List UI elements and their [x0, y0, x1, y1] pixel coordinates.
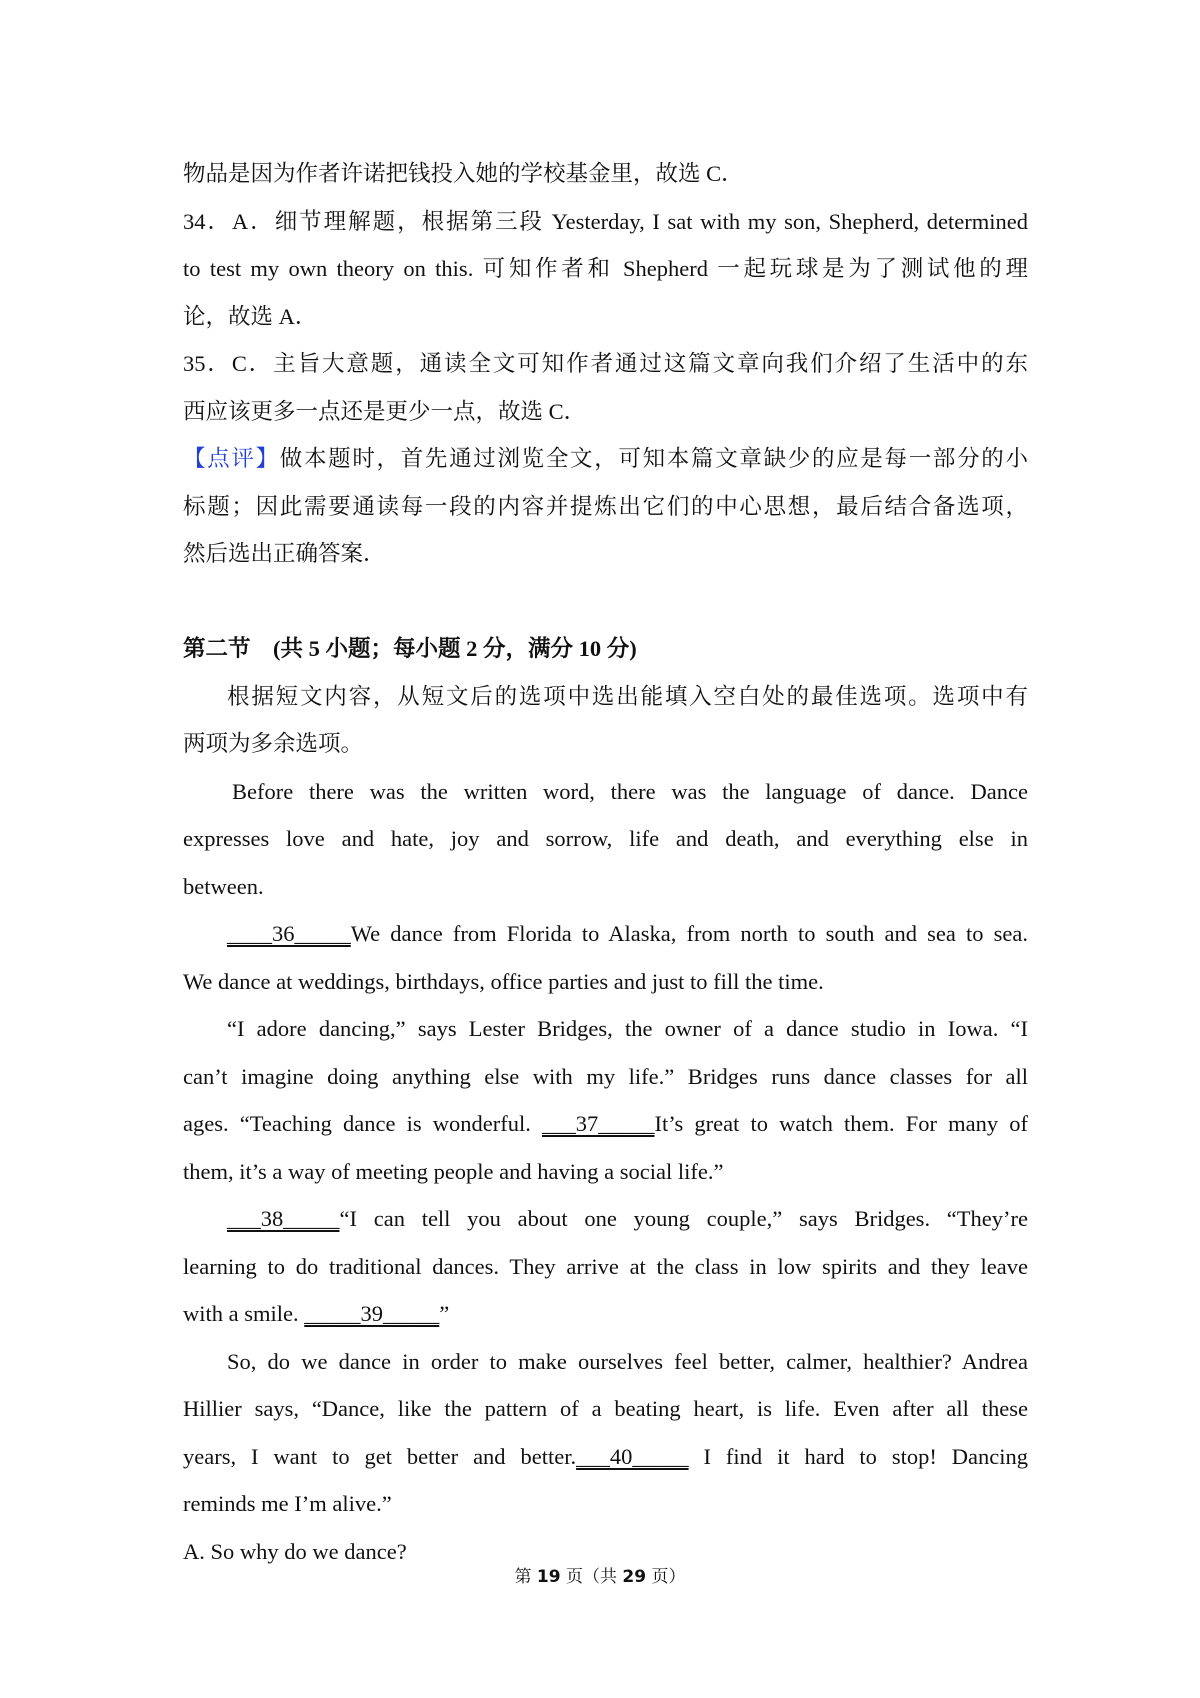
blank-38: ___38_____ [227, 1206, 340, 1231]
comment-text: 做本题时，首先通过浏览全文，可知本篇文章缺少的应是每一部分的小 [279, 446, 1028, 471]
passage-line: them, it’s a way of meeting people and having a social life.” [183, 1158, 724, 1184]
text-line: 然后选出正确答案． [183, 541, 386, 566]
answer-34-line: 34．A．细节理解题，根据第三段 Yesterday, I sat with my son, Shepherd, determined [183, 208, 1028, 234]
total-pages: 29 [622, 1567, 647, 1587]
blank-39: _____39_____ [304, 1301, 440, 1326]
passage-line: Hillier says, “Dance, like the pattern of a beating heart, is life. Even after all these [183, 1396, 1028, 1421]
instruction-line: 根据短文内容，从短文后的选项中选出能填入空白处的最佳选项。选项中有 [227, 683, 1028, 709]
page-number: 19 [536, 1567, 561, 1587]
blank-37: ___37_____ [541, 1111, 655, 1136]
passage-line: years, I want to get better and better.___40_____ I find it hard to stop! Dancing [183, 1443, 1028, 1469]
passage-line: learning to do traditional dances. They arrive at the class in low spirits and they leave [183, 1253, 1028, 1279]
text-line: to test my own theory on this. 可知作者和 Shepherd 一起玩球是为了测试他的理 [183, 256, 1028, 281]
passage-line: with a smile. _____39_____” [183, 1301, 450, 1326]
comment-label: 【点评】 [183, 446, 280, 471]
text-line: 论，故选 A． [183, 303, 318, 329]
passage-line: “I adore dancing,” says Lester Bridges, the owner of a dance studio in Iowa. “I [227, 1016, 1028, 1041]
section-heading: 第二节 (共 5 小题；每小题 2 分，满分 10 分) [183, 636, 637, 661]
text-line: 西应该更多一点还是更少一点，故选 C． [183, 398, 587, 424]
text-line: 物品是因为作者许诺把钱投入她的学校基金里，故选 C． [183, 161, 744, 186]
passage-line: ___38_____“I can tell you about one young couple,” says Bridges. “They’re [227, 1206, 1028, 1231]
passage-line: Before there was the written word, there was the language of dance. Dance [232, 778, 1028, 804]
blank-36: ____36_____ [227, 921, 351, 946]
text-line: 标题；因此需要通读每一段的内容并提炼出它们的中心思想，最后结合备选项， [183, 493, 1028, 519]
comment-line [183, 435, 1028, 483]
passage-line: reminds me I’m alive.” [183, 1491, 392, 1516]
instruction-line: 两项为多余选项。 [183, 731, 364, 756]
passage-line: expresses love and hate, joy and sorrow, life and death, and everything else in [183, 826, 1028, 851]
passage-line: can’t imagine doing anything else with my life.” Bridges runs dance classes for all [183, 1063, 1028, 1089]
passage-line: We dance at weddings, birthdays, office parties and just to fill the time. [183, 968, 824, 994]
passage-line: between. [183, 873, 264, 899]
passage-line: ages. “Teaching dance is wonderful. ___37_____It’s great to watch them. For many of [183, 1111, 1028, 1136]
answer-35-line: 35．C．主旨大意题，通读全文可知作者通过这篇文章向我们介绍了生活中的东 [183, 351, 1028, 376]
passage-line: ____36_____We dance from Florida to Alaska, from north to south and sea to sea. [227, 921, 1028, 946]
page-footer: 第 19 页（共 29 页） [514, 1567, 686, 1587]
page-content [183, 150, 1028, 1575]
passage-line: So, do we dance in order to make ourselves feel better, calmer, healthier? Andrea [227, 1348, 1028, 1374]
spacer [183, 578, 1028, 626]
blank-40: ___40_____ [576, 1443, 689, 1469]
option-a: A. So why do we dance? [183, 1538, 407, 1564]
